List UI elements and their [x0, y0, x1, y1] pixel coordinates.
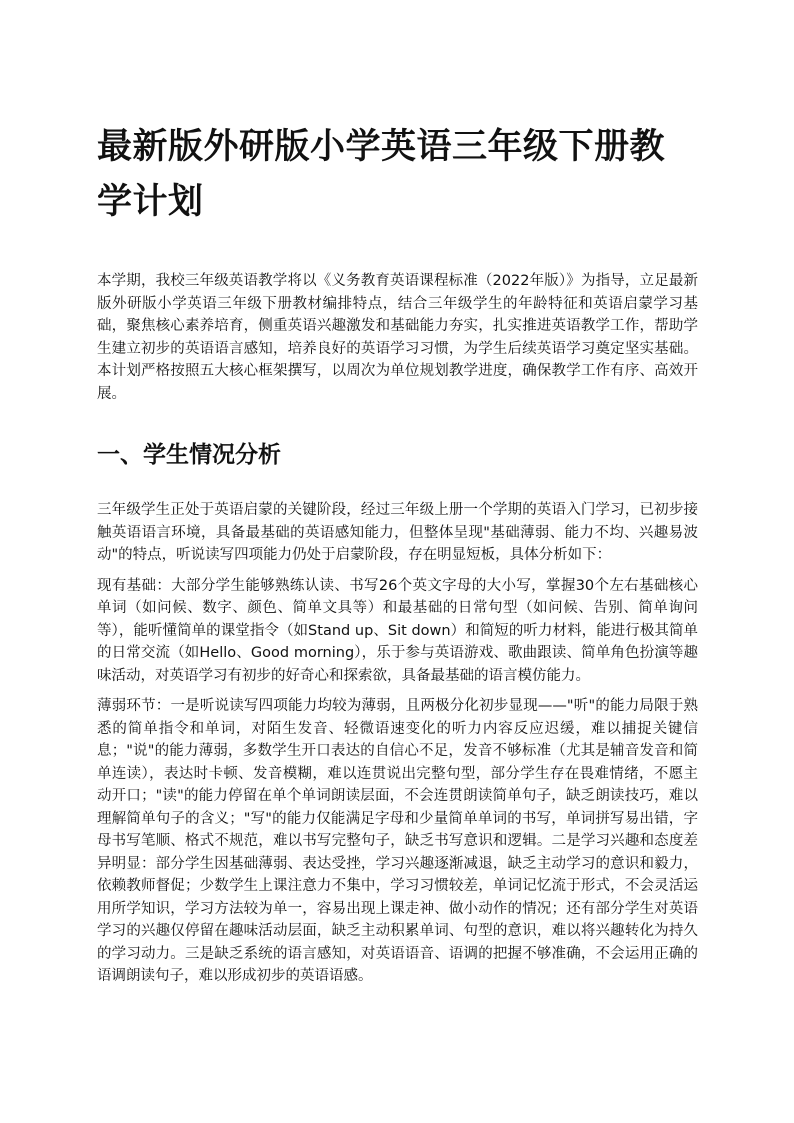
body-paragraph: 薄弱环节：一是听说读写四项能力均较为薄弱，且两极分化初步显现——"听"的能力局限于熟悉的简单指令和单词，对陌生发音、轻微语速变化的听力内容反应迟缓，难以捕捉关键信息；"说"的能力薄弱，多数学生开口表达的自信心不足，发音不够标准（尤其是辅音发音和简单连读），表达时卡顿、发音模糊，难以连贯说出完整句型，部分学生存在畏难情绪，不愿主动开口；"读"的能力停留在单个单词朗读层面，不会连贯朗读简单句子，缺乏朗读技巧，难以理解简单句子的含义；"写"的能力仅能满足字母和少量简单单词的书写，单词拼写易出错，字母书写笔顺、格式不规范，难以书写完整句子，缺乏书写意识和逻辑。二是学习兴趣和态度差异明显：部分学生因基础薄弱、表达受挫，学习兴趣逐渐减退，缺乏主动学习的意识和毅力，依赖教师督促；少数学生上课注意力不集中，学习习惯较差，单词记忆流于形式，不会灵活运用所学知识，学习方法较为单一，容易出现上课走神、做小动作的情况；还有部分学生对英语学习的兴趣仅停留在趣味活动层面，缺乏主动积累单词、句型的意识，难以将兴趣转化为持久的学习动力。三是缺乏系统的语言感知，对英语语音、语调的把握不够准确，不会运用正确的语调朗读句子，难以形成初步的英语语感。	[97, 698, 698, 984]
intro-paragraph: 本学期，我校三年级英语教学将以《义务教育英语课程标准（2022年版）》为指导，立足最新版外研版小学英语三年级下册教材编排特点，结合三年级学生的年龄特征和英语启蒙学习基础，聚焦核心素养培育，侧重英语兴趣激发和基础能力夯实，扎实推进英语教学工作，帮助学生建立初步的英语语言感知，培养良好的英语学习习惯，为学生后续英语学习奠定坚实基础。本计划严格按照五大核心框架撰写，以周次为单位规划教学进度，确保教学工作有序、高效开展。	[97, 273, 698, 402]
body-paragraph: 三年级学生正处于英语启蒙的关键阶段，经过三年级上册一个学期的英语入门学习，已初步接触英语语言环境，具备最基础的英语感知能力，但整体呈现"基础薄弱、能力不均、兴趣易波动"的特点，听说读写四项能力仍处于启蒙阶段，存在明显短板，具体分析如下：	[97, 502, 698, 563]
document-page	[97, 120, 698, 988]
document-title: 最新版外研版小学英语三年级下册教学计划	[97, 127, 666, 222]
section-heading-student-analysis: 一、学生情况分析	[97, 442, 281, 468]
body-paragraph: 现有基础：大部分学生能够熟练认读、书写26个英文字母的大小写，掌握30个左右基础核心单词（如问候、数字、颜色、简单文具等）和最基础的日常句型（如问候、告别、简单询问等），能听懂简单的课堂指令（如Stand up、Sit down）和简短的听力材料，能进行极其简单的日常交流（如Hello、Good morning），乐于参与英语游戏、歌曲跟读、简单角色扮演等趣味活动，对英语学习有初步的好奇心和探索欲，具备最基础的语言模仿能力。	[97, 577, 698, 684]
